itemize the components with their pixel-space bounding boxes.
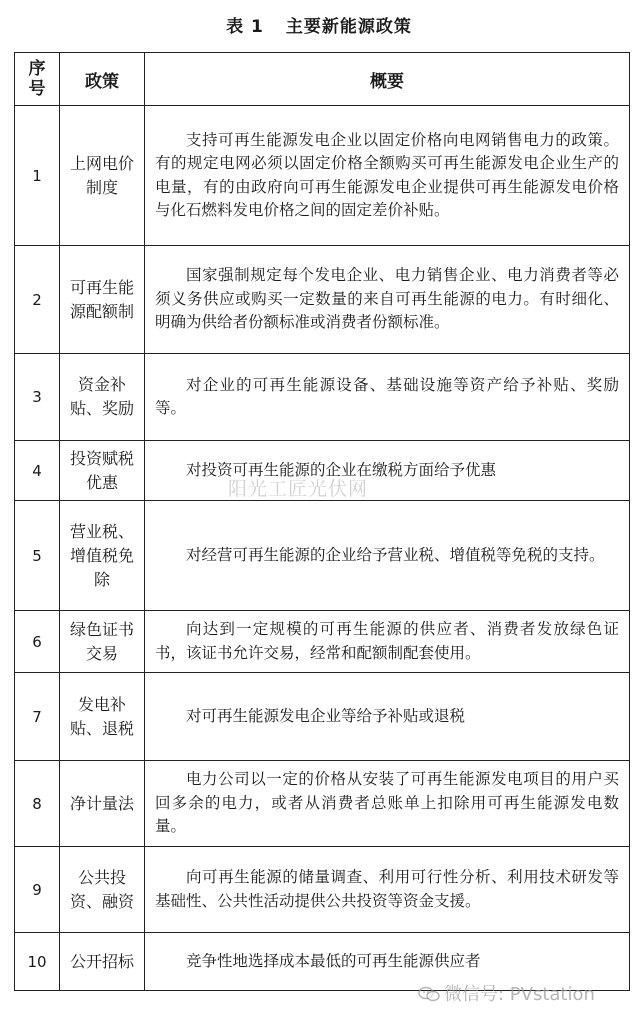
row-summary: 向达到一定规模的可再生能源的供应者、消费者发放绿色证书，该证书允许交易，经常和配额制配套使用。 <box>145 611 630 673</box>
row-no: 7 <box>15 673 60 761</box>
row-summary: 国家强制规定每个发电企业、电力销售企业、电力消费者等必须义务供应或购买一定数量的来自可再生能源的电力。有时细化、明确为供给者份额标准或消费者份额标准。 <box>145 246 630 354</box>
watermark-text: 阳光工匠光伏网 <box>228 478 369 500</box>
row-policy: 绿色证书交易 <box>60 611 145 673</box>
row-no: 5 <box>15 501 60 611</box>
row-summary: 对投资可再生能源的企业在缴税方面给予优惠 <box>145 441 630 501</box>
header-no: 序号 <box>15 53 60 106</box>
row-policy: 公共投资、融资 <box>60 847 145 933</box>
row-summary: 竞争性地选择成本最低的可再生能源供应者 <box>145 933 630 991</box>
table-row <box>15 106 630 246</box>
row-no: 1 <box>15 106 60 246</box>
row-no: 10 <box>15 933 60 991</box>
wechat-id: 微信号: PVstation <box>444 984 595 1005</box>
table-row <box>15 611 630 673</box>
header-policy: 政策 <box>60 53 145 106</box>
table-title: 主要新能源政策 <box>285 17 412 37</box>
row-policy: 上网电价制度 <box>60 106 145 246</box>
row-policy: 净计量法 <box>60 761 145 847</box>
table-number: 表 1 <box>226 17 264 37</box>
table-row <box>15 354 630 441</box>
row-policy: 营业税、增值税免除 <box>60 501 145 611</box>
table-row <box>15 441 630 501</box>
row-policy: 可再生能源配额制 <box>60 246 145 354</box>
row-policy: 投资赋税优惠 <box>60 441 145 501</box>
row-summary: 对企业的可再生能源设备、基础设施等资产给予补贴、奖励等。 <box>145 354 630 441</box>
row-no: 2 <box>15 246 60 354</box>
row-summary: 电力公司以一定的价格从安装了可再生能源发电项目的用户买回多余的电力，或者从消费者总账单上扣除用可再生能源发电数量。 <box>145 761 630 847</box>
header-row <box>15 53 630 106</box>
header-summary: 概要 <box>145 53 630 106</box>
table-row <box>15 673 630 761</box>
table-row <box>15 847 630 933</box>
table-row <box>15 246 630 354</box>
row-summary: 支持可再生能源发电企业以固定价格向电网销售电力的政策。有的规定电网必须以固定价格全额购买可再生能源发电企业生产的电量，有的由政府向可再生能源发电企业提供可再生能源发电价格与化石燃料发电价格之间的固定差价补贴。 <box>145 106 630 246</box>
row-summary: 对经营可再生能源的企业给予营业税、增值税等免税的支持。 <box>145 501 630 611</box>
row-summary: 对可再生能源发电企业等给予补贴或退税 <box>145 673 630 761</box>
row-policy: 资金补贴、奖励 <box>60 354 145 441</box>
policy-table <box>14 52 630 991</box>
row-no: 8 <box>15 761 60 847</box>
row-no: 3 <box>15 354 60 441</box>
row-policy: 发电补贴、退税 <box>60 673 145 761</box>
table-row <box>15 761 630 847</box>
table-row <box>15 501 630 611</box>
table-caption <box>0 12 638 37</box>
row-no: 9 <box>15 847 60 933</box>
row-no: 6 <box>15 611 60 673</box>
row-no: 4 <box>15 441 60 501</box>
row-summary: 向可再生能源的储量调查、利用可行性分析、利用技术研发等基础性、公共性活动提供公共投资等资金支援。 <box>145 847 630 933</box>
table-row <box>15 933 630 991</box>
row-policy: 公开招标 <box>60 933 145 991</box>
